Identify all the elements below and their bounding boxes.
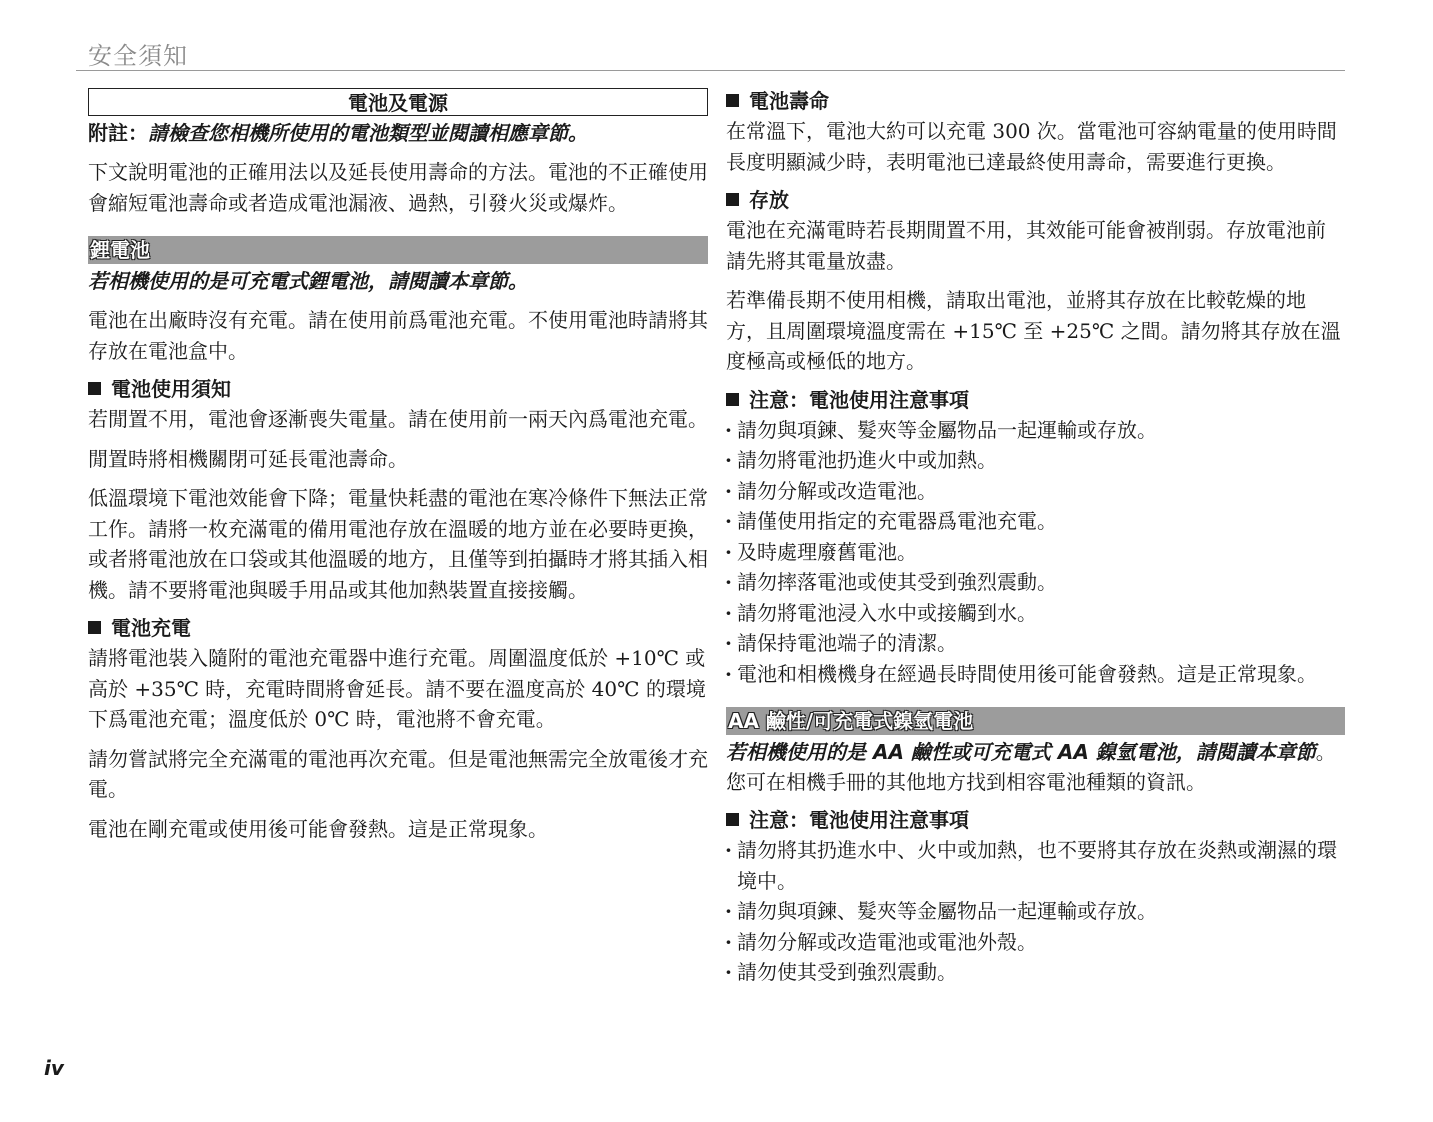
charging-paragraph-2: 請勿嘗試將完全充滿電的電池再次充電。但是電池無需完全放電後才充電。 [88,746,708,801]
charging-subheading [88,613,708,643]
list-item: · 及時處理廢舊電池。 [726,537,1345,568]
square-bullet-icon [726,813,739,826]
aa-caution-list [726,835,1345,988]
section-title-battery-power: 電池及電源 [88,88,708,116]
list-item: · 請勿與項鍊、髮夾等金屬物品一起運輸或存放。 [726,415,1345,446]
storage-paragraph-1: 電池在充滿電時若長期閒置不用，其效能可能會被削弱。存放電池前請先將其電量放盡。 [726,218,1326,273]
list-item: · 請勿將其扔進水中、火中或加熱，也不要將其存放在炎熱或潮濕的環境中。 [726,835,1345,896]
li-ion-note-text: 若相機使用的是可充電式鋰電池，請閱讀本章節。 [88,269,528,293]
caution-list [726,415,1345,690]
list-item: · 請保持電池端子的清潔。 [726,628,1345,659]
storage-subheading-text: 存放 [749,188,789,212]
list-item: · 請勿摔落電池或使其受到強烈震動。 [726,567,1345,598]
charging-paragraph-3: 電池在剛充電或使用後可能會發熱。這是正常現象。 [88,816,548,841]
note-lead: 附註： [88,121,148,145]
aa-caution-subheading [726,805,1345,835]
battery-life-subheading-text: 電池壽命 [749,89,829,113]
charging-paragraph-1: 請將電池裝入隨附的電池充電器中進行充電。周圍溫度低於 +10℃ 或高於 +35℃ 時，充電時間將會延長。請不要在溫度高於 40℃ 的環境下爲電池充電；溫度低於 0℃ 時，電池將不會充電。 [88,646,706,731]
list-item: · 請勿分解或改造電池。 [726,476,1345,507]
square-bullet-icon [726,94,739,107]
list-item: · 請勿分解或改造電池或電池外殼。 [726,927,1345,958]
intro-paragraph: 下文說明電池的正確用法以及延長使用壽命的方法。電池的不正確使用會縮短電池壽命或者造成電池漏液、過熱，引發火災或爆炸。 [88,160,708,215]
aa-note-bold: 若相機使用的是 AA 鹼性或可充電式 AA 鎳氫電池，請閱讀本章節 [726,740,1316,764]
list-item: · 電池和相機機身在經過長時間使用後可能會發熱。這是正常現象。 [726,659,1345,690]
caution-subheading [726,385,1345,415]
usage-paragraph-2: 閒置時將相機關閉可延長電池壽命。 [88,446,408,471]
caution-subheading-text: 注意：電池使用注意事項 [749,387,969,412]
list-item: · 請勿將電池浸入水中或接觸到水。 [726,598,1345,629]
li-ion-heading: 鋰電池 [88,236,708,264]
storage-subheading [726,185,1345,215]
square-bullet-icon [726,193,739,206]
square-bullet-icon [726,393,739,406]
square-bullet-icon [88,621,101,634]
list-item: · 請僅使用指定的充電器爲電池充電。 [726,506,1345,537]
storage-paragraph-2: 若準備長期不使用相機，請取出電池，並將其存放在比較乾燥的地方，且周圍環境溫度需在 +15℃ 至 +25℃ 之間。請勿將其存放在溫度極高或極低的地方。 [726,288,1341,373]
page-header-title: 安全須知 [88,42,188,70]
usage-subheading-text: 電池使用須知 [111,377,231,401]
aa-battery-note [726,737,1345,797]
header-divider [76,70,1345,71]
usage-paragraph-3: 低溫環境下電池效能會下降；電量快耗盡的電池在寒冷條件下無法正常工作。請將一枚充滿電的備用電池存放在溫暖的地方並在必要時更換，或者將電池放在口袋或其他溫暖的地方，且僅等到拍攝時才將其插入相機。請不要將電池與暖手用品或其他加熱裝置直接接觸。 [88,486,708,602]
list-item: · 請勿使其受到強烈震動。 [726,957,1345,988]
battery-life-paragraph: 在常溫下，電池大約可以充電 300 次。當電池可容納電量的使用時間長度明顯減少時，表明電池已達最終使用壽命，需要進行更換。 [726,119,1337,174]
li-ion-note [88,266,708,296]
usage-subheading [88,374,708,404]
page-number: iv [44,1056,64,1080]
battery-type-note [88,118,708,148]
aa-caution-subheading-text: 注意：電池使用注意事項 [749,808,969,832]
list-item: · 請勿將電池扔進火中或加熱。 [726,445,1345,476]
li-ion-paragraph: 電池在出廠時沒有充電。請在使用前爲電池充電。不使用電池時請將其存放在電池盒中。 [88,308,708,363]
charging-subheading-text: 電池充電 [111,616,191,640]
aa-battery-heading: AA 鹼性/可充電式鎳氫電池 [726,707,1345,735]
usage-paragraph-1: 若閒置不用，電池會逐漸喪失電量。請在使用前一兩天內爲電池充電。 [88,407,708,431]
aa-note-plain: 。您可在相機手冊的其他地方找到相容電池種類的資訊。 [726,740,1336,794]
battery-life-subheading [726,86,1345,116]
square-bullet-icon [88,382,101,395]
list-item: · 請勿與項鍊、髮夾等金屬物品一起運輸或存放。 [726,896,1345,927]
left-column [88,86,708,844]
note-text: 請檢查您相機所使用的電池類型並閱讀相應章節。 [148,121,588,145]
right-column [726,86,1345,988]
